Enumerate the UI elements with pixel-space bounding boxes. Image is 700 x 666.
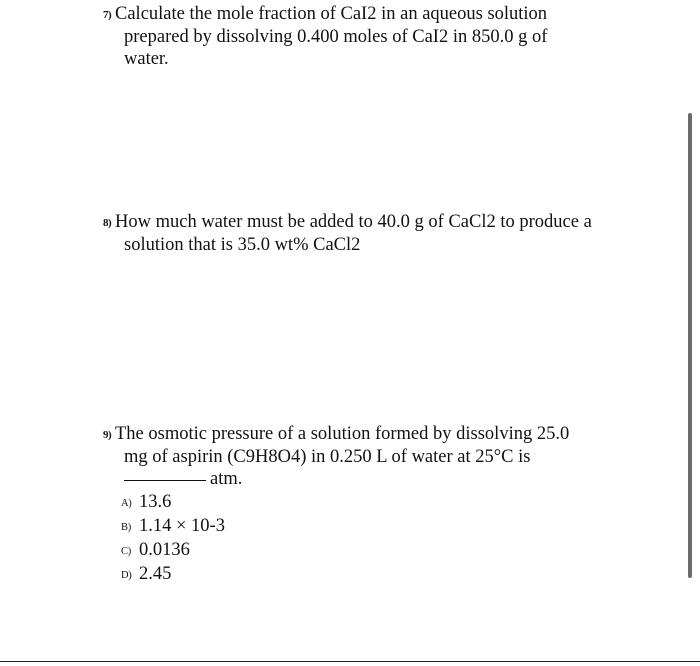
choice-text: 2.45: [139, 564, 172, 584]
question-8: [103, 211, 643, 256]
choice-text: 13.6: [139, 492, 172, 512]
question-8-line-1: [103, 211, 643, 234]
choice-letter: D): [121, 570, 132, 581]
choice-letter: C): [121, 546, 131, 557]
choice-letter: A): [121, 498, 132, 509]
bottom-divider: [0, 661, 700, 662]
choice-c: [103, 539, 643, 563]
question-7-line-3: water.: [124, 49, 169, 69]
question-7: [103, 3, 643, 70]
vertical-scrollbar[interactable]: [688, 113, 692, 578]
question-7-line-2: prepared by dissolving 0.400 moles of CaI2 in 850.0 g of: [124, 27, 548, 47]
choice-d: [103, 563, 643, 587]
choice-text: 1.14 × 10-3: [139, 516, 225, 536]
question-text: The osmotic pressure of a solution formed by dissolving 25.0: [115, 424, 570, 444]
question-text: How much water must be added to 40.0 g of CaCl2 to produce a: [115, 212, 592, 232]
question-text: Calculate the mole fraction of CaI2 in an aqueous solution: [115, 4, 548, 24]
question-8-line-2: solution that is 35.0 wt% CaCl2: [124, 235, 361, 255]
question-number: 7): [103, 9, 112, 21]
question-9-line-2: mg of aspirin (C9H8O4) in 0.250 L of water at 25°C is: [124, 447, 531, 467]
question-7-line-1: [103, 3, 643, 26]
question-9-line-3: [103, 468, 643, 490]
answer-choices: [103, 491, 643, 587]
question-9: [103, 423, 643, 587]
answer-blank: [124, 480, 206, 481]
question-9-line-1: [103, 423, 643, 446]
choice-b: [103, 515, 643, 539]
choice-letter: B): [121, 522, 131, 533]
choice-a: [103, 491, 643, 515]
question-number: 8): [103, 217, 112, 229]
choice-text: 0.0136: [139, 540, 190, 560]
question-number: 9): [103, 429, 112, 441]
blank-suffix: atm.: [210, 469, 243, 489]
